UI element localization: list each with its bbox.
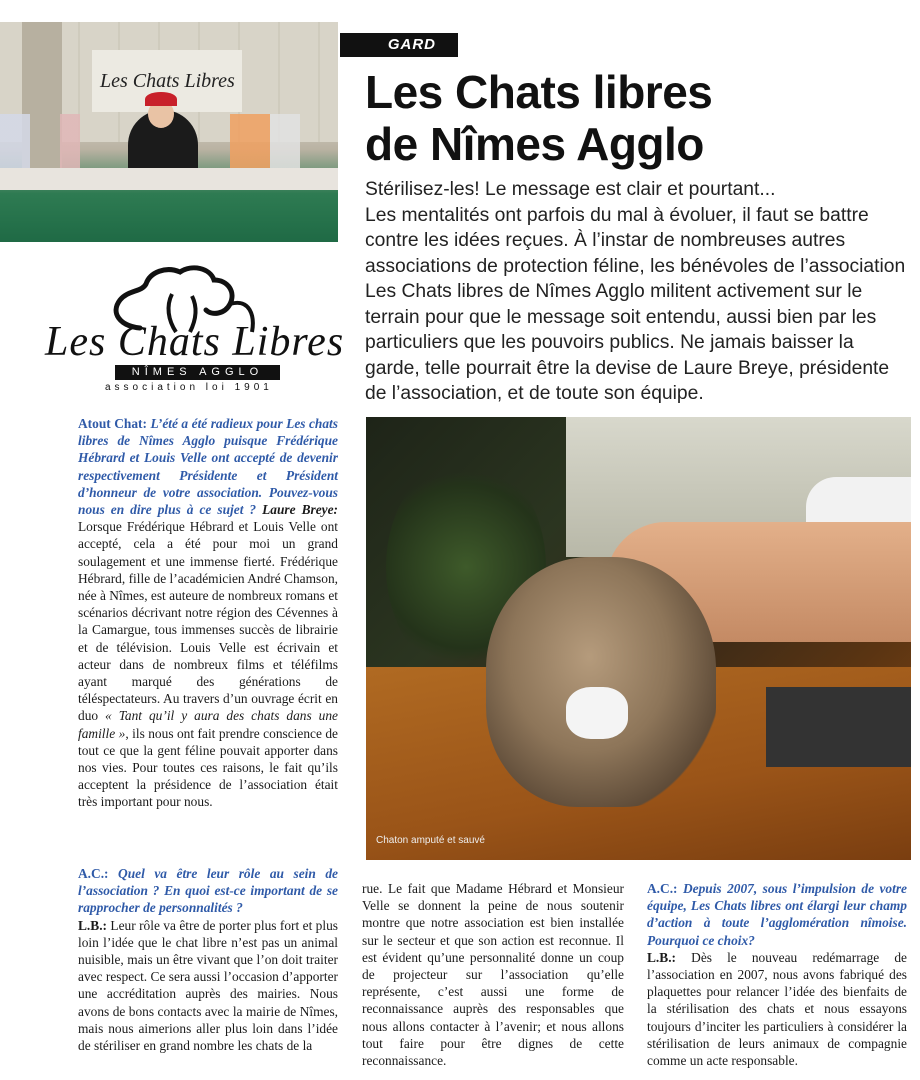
question-text: Quel va être leur rôle au sein de l’association ? En quoi est-ce important de se rapprocher de personnalités ? [78,866,338,916]
headline [365,66,905,170]
answer-label: Laure Breye: [256,502,339,518]
section-tag-label: GARD [387,36,436,53]
photo-caption: Chaton amputé et sauvé [376,835,485,846]
article-column-right [647,880,907,1069]
kitten-photo [366,417,911,860]
intro-line: de l’association, et de toute son équipe. [365,383,704,404]
intro-line: particuliers que les pouvoirs publics. Ne jamais baisser la [365,332,854,353]
intro-line: contre les idées reçues. À l’instar de nombreuses autres [365,230,846,251]
answer-label: L.B.: [78,917,108,933]
article-column-middle [362,880,624,1069]
banner-text: Les Chats Libres [100,70,235,92]
intro-line: Les mentalités ont parfois du mal à évoluer, il faut se battre [365,204,869,226]
headline-line-1: Les Chats libres [365,66,713,118]
logo-subtitle: association loi 1901 [105,382,273,393]
article-column-left-bottom [78,865,338,1054]
intro-paragraph [365,177,910,407]
answer-text: Lorsque Frédérique Hébrard et Louis Velle ont accepté, cela a été pour moi un grand soulagement et une immense fierté. Frédérique Hébrard, fille de l’académicien André Chamson, née à Nîmes, est auteure de nombreux romans et scénarios décrivant notre région des Cévennes à la Camargue, tous immenses succès de librairie et de télévision. Louis Velle est écrivain et acteur dans de nombreux films et téléfilms ayant marqué des générations de téléspectateurs. Au travers d’un ouvrage écrit en duo [78,519,338,724]
question-label: A.C.: [647,881,678,896]
question-text: Depuis 2007, sous l’impulsion de votre équipe, Les Chats libres ont élargi leur champ d’action à toute l’agglomération nîmoise. Pourquoi ce choix? [647,881,907,948]
answer-text-cont: rue. Le fait que Madame Hébrard et Monsieur Velle se donnent la peine de nous soutenir montre que notre association est bien installée sur le secteur et que son action est reconnue. Il est évident qu’une personnalité donne un coup de projecteur sur l’association qu’elle représente, c’est aussi une forme de reconnaissance auprès des responsables que nous allons contacter à l’avenir; et nous allons tout faire pour être dignes de cette reconnaissance. [362,881,624,1069]
headline-line-2: de Nîmes Agglo [365,118,704,170]
question-label: A.C.: [78,866,109,881]
intro-line: associations de protection féline, les bénévoles de l’association [365,255,906,277]
answer-label: L.B.: [647,949,677,965]
question-text: L’été a été radieux pour Les chats libres de Nîmes Agglo puisque Frédérique Hébrard et Louis Velle ont accepté de devenir respectivement Présidente et Président d’honneur de votre association. Pouvez-vous nous en dire plus à ce sujet ? [78,416,338,518]
section-tag [340,33,458,57]
answer-text: Leur rôle va être de porter plus fort et plus loin l’idée que le chat libre n’est pas un animal nuisible, mais un être vivant que l’on doit traiter avec respect. Ce sera aussi l’occasion d’apporter une accréditation auprès des mairies. Nous avons de bons contacts avec la mairie de Nîmes, mais nous aimerions aller plus loin dans l’idée de stériliser en grand nombre les chats de la [78,917,338,1054]
article-column-left-top [78,415,338,811]
association-logo [40,258,345,398]
question-label: Atout Chat: [78,416,147,431]
intro-line: garde, telle pourrait être la devise de Laure Breye, présidente [365,357,890,379]
answer-text-cont: , ils nous ont fait prendre conscience de tout ce que la gent féline pouvait apporter dans nos vies. Pour toutes ces raisons, le fait qu’ils acceptent la présidence de l’association était très important pour nous. [78,725,339,810]
logo-script: Les Chats Libres [45,319,345,365]
market-stand-photo [0,22,338,242]
intro-line: Les Chats libres de Nîmes Agglo militent activement sur le [365,281,863,302]
logo-band: NÎMES AGGLO [115,365,280,380]
book-title: « Tant qu’il y aura des chats dans une famille » [78,708,338,741]
intro-line: terrain pour que le message soit entendu, aussi bien par les [365,306,877,328]
answer-text: Dès le nouveau redémarrage de l’association en 2007, nous avons fabriqué des plaquettes pour relancer l’idée des bienfaits de la stérilisation des chats et nous essayons toujours d’inciter les particuliers à considérer la stérilisation de leurs animaux de compagnie comme un acte responsable. [647,949,907,1069]
intro-line: Stérilisez-les! Le message est clair et pourtant... [365,179,776,200]
